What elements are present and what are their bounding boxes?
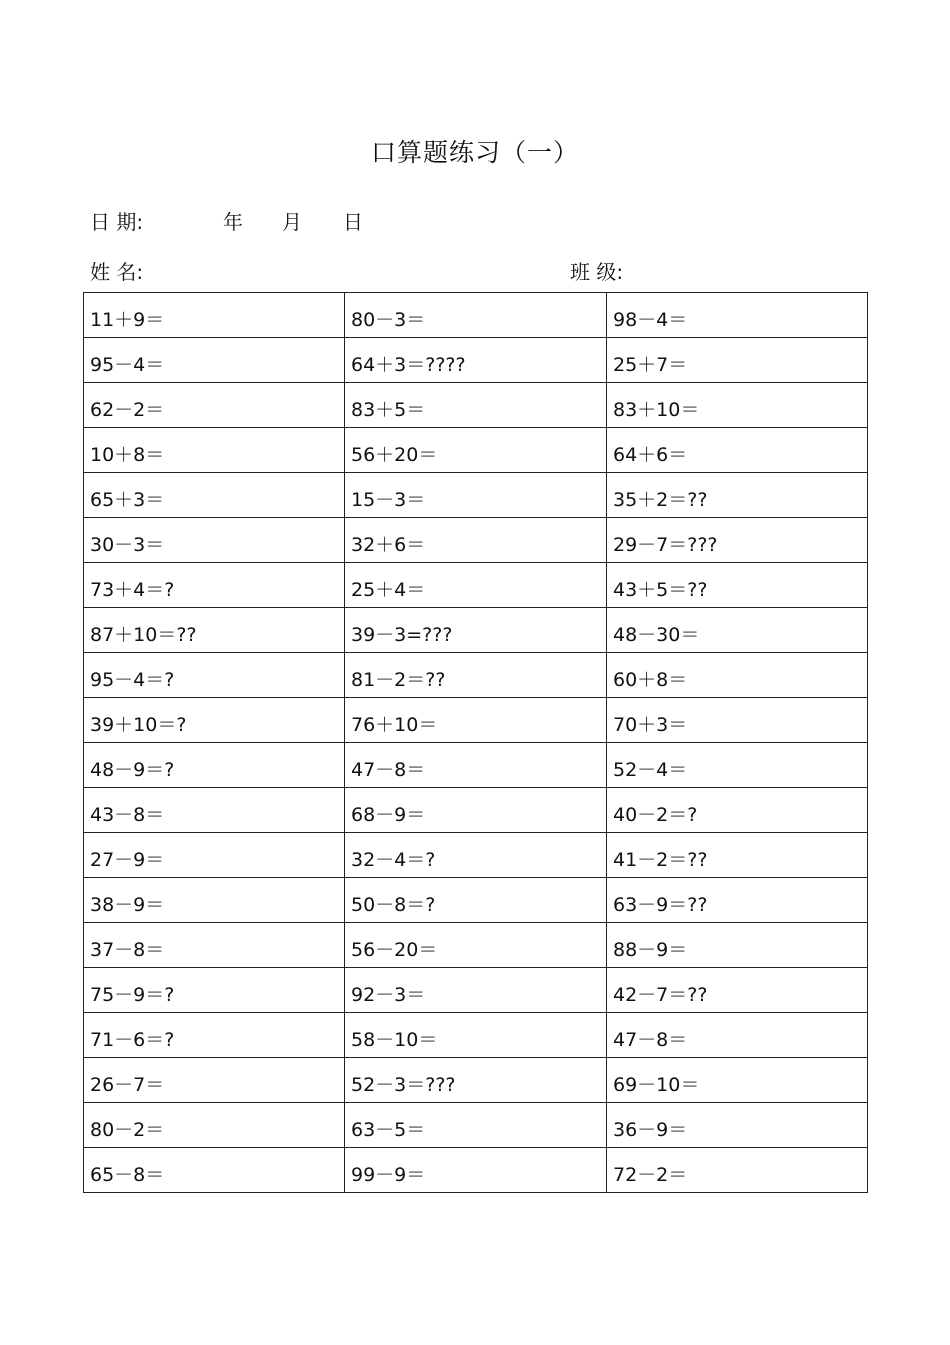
problem-cell xyxy=(84,788,345,833)
table-row xyxy=(84,1013,868,1058)
problem-text: 83＋10＝ xyxy=(613,398,700,421)
table-row xyxy=(84,878,868,923)
problem-text: 39＋10＝? xyxy=(90,713,187,736)
problem-text: 70＋3＝ xyxy=(613,713,688,736)
problem-cell xyxy=(607,878,868,923)
problem-cell xyxy=(84,563,345,608)
problem-text: 80－2＝ xyxy=(90,1118,165,1141)
problem-cell xyxy=(607,563,868,608)
problem-text: 32－4＝? xyxy=(351,848,436,871)
table-row xyxy=(84,833,868,878)
problem-text: 29－7＝??? xyxy=(613,533,718,556)
problem-text: 48－9＝? xyxy=(90,758,175,781)
problem-cell xyxy=(607,383,868,428)
table-row xyxy=(84,1148,868,1193)
problem-cell xyxy=(345,968,607,1013)
problem-cell xyxy=(84,743,345,788)
problem-cell xyxy=(84,383,345,428)
problem-text: 58－10＝ xyxy=(351,1028,438,1051)
date-label: 日 期: xyxy=(90,210,144,234)
problem-cell xyxy=(84,653,345,698)
problem-text: 60＋8＝ xyxy=(613,668,688,691)
problem-text: 11＋9＝ xyxy=(90,308,165,331)
problem-cell xyxy=(84,338,345,383)
problem-cell xyxy=(607,428,868,473)
date-year-label: 年 xyxy=(223,210,243,234)
problem-text: 39－3=??? xyxy=(351,623,453,646)
problem-cell xyxy=(607,293,868,338)
problem-text: 76＋10＝ xyxy=(351,713,438,736)
problem-text: 72－2＝ xyxy=(613,1163,688,1186)
problem-text: 88－9＝ xyxy=(613,938,688,961)
problem-text: 62－2＝ xyxy=(90,398,165,421)
problem-text: 52－4＝ xyxy=(613,758,688,781)
problem-text: 48－30＝ xyxy=(613,623,700,646)
problem-cell xyxy=(84,518,345,563)
problem-cell xyxy=(607,698,868,743)
table-row xyxy=(84,383,868,428)
problem-cell xyxy=(84,698,345,743)
problem-text: 63－9＝?? xyxy=(613,893,708,916)
problem-cell xyxy=(345,383,607,428)
problem-text: 47－8＝ xyxy=(613,1028,688,1051)
problem-cell xyxy=(607,338,868,383)
problem-text: 95－4＝? xyxy=(90,668,175,691)
problem-text: 98－4＝ xyxy=(613,308,688,331)
problem-text: 50－8＝? xyxy=(351,893,436,916)
problem-cell xyxy=(84,608,345,653)
problem-cell xyxy=(345,923,607,968)
problem-text: 68－9＝ xyxy=(351,803,426,826)
problem-cell xyxy=(607,473,868,518)
table-row xyxy=(84,1103,868,1148)
page-title: 口算题练习（一） xyxy=(370,138,579,167)
problem-cell xyxy=(345,743,607,788)
problem-text: 73＋4＝? xyxy=(90,578,175,601)
problem-cell xyxy=(345,698,607,743)
problem-text: 38－9＝ xyxy=(90,893,165,916)
problem-cell xyxy=(607,1103,868,1148)
problem-cell xyxy=(345,653,607,698)
problem-cell xyxy=(84,1058,345,1103)
arithmetic-problem-table xyxy=(83,292,868,1193)
problem-cell xyxy=(607,923,868,968)
problem-cell xyxy=(345,518,607,563)
problem-cell xyxy=(607,653,868,698)
problem-cell xyxy=(607,608,868,653)
problem-text: 64＋6＝ xyxy=(613,443,688,466)
table-row xyxy=(84,788,868,833)
problem-text: 69－10＝ xyxy=(613,1073,700,1096)
table-row xyxy=(84,518,868,563)
problem-text: 52－3＝??? xyxy=(351,1073,456,1096)
class-label: 班 级: xyxy=(570,260,624,284)
table-row xyxy=(84,563,868,608)
problem-text: 71－6＝? xyxy=(90,1028,175,1051)
problem-cell xyxy=(607,968,868,1013)
problem-text: 64＋3＝???? xyxy=(351,353,466,376)
problem-cell xyxy=(345,608,607,653)
problem-text: 56－20＝ xyxy=(351,938,438,961)
problem-cell xyxy=(84,293,345,338)
problem-cell xyxy=(345,563,607,608)
problem-cell xyxy=(84,878,345,923)
problem-text: 25＋7＝ xyxy=(613,353,688,376)
problem-cell xyxy=(345,1058,607,1103)
table-row xyxy=(84,698,868,743)
problem-cell xyxy=(84,1103,345,1148)
problem-text: 99－9＝ xyxy=(351,1163,426,1186)
problem-text: 27－9＝ xyxy=(90,848,165,871)
name-label: 姓 名: xyxy=(90,260,144,284)
problem-cell xyxy=(84,428,345,473)
problem-cell xyxy=(607,743,868,788)
table-row xyxy=(84,428,868,473)
problem-text: 95－4＝ xyxy=(90,353,165,376)
table-row xyxy=(84,608,868,653)
problem-cell xyxy=(345,1013,607,1058)
problem-text: 47－8＝ xyxy=(351,758,426,781)
problem-text: 32＋6＝ xyxy=(351,533,426,556)
problem-text: 80－3＝ xyxy=(351,308,426,331)
problem-cell xyxy=(607,1148,868,1193)
problem-cell xyxy=(607,1058,868,1103)
problem-text: 63－5＝ xyxy=(351,1118,426,1141)
problem-text: 65＋3＝ xyxy=(90,488,165,511)
table-row xyxy=(84,923,868,968)
problem-text: 37－8＝ xyxy=(90,938,165,961)
problem-text: 10＋8＝ xyxy=(90,443,165,466)
problem-cell xyxy=(84,968,345,1013)
problem-cell xyxy=(345,1148,607,1193)
problem-cell xyxy=(84,1013,345,1058)
problem-text: 26－7＝ xyxy=(90,1073,165,1096)
table-row xyxy=(84,473,868,518)
problem-text: 56＋20＝ xyxy=(351,443,438,466)
table-row xyxy=(84,293,868,338)
problem-cell xyxy=(84,923,345,968)
problem-cell xyxy=(607,1013,868,1058)
problem-cell xyxy=(607,518,868,563)
problem-text: 81－2＝?? xyxy=(351,668,446,691)
problem-cell xyxy=(345,1103,607,1148)
problem-text: 92－3＝ xyxy=(351,983,426,1006)
problem-text: 75－9＝? xyxy=(90,983,175,1006)
table-row xyxy=(84,1058,868,1103)
problem-cell xyxy=(607,833,868,878)
table-row xyxy=(84,743,868,788)
problem-text: 43－8＝ xyxy=(90,803,165,826)
problem-text: 40－2＝? xyxy=(613,803,698,826)
problem-cell xyxy=(345,788,607,833)
table-row xyxy=(84,968,868,1013)
problem-text: 65－8＝ xyxy=(90,1163,165,1186)
problem-text: 83＋5＝ xyxy=(351,398,426,421)
problem-cell xyxy=(607,788,868,833)
problem-text: 36－9＝ xyxy=(613,1118,688,1141)
problem-text: 25＋4＝ xyxy=(351,578,426,601)
problem-text: 42－7＝?? xyxy=(613,983,708,1006)
problem-cell xyxy=(345,338,607,383)
table-row xyxy=(84,338,868,383)
problem-text: 35＋2＝?? xyxy=(613,488,708,511)
problem-cell xyxy=(345,293,607,338)
problem-cell xyxy=(345,878,607,923)
problem-text: 87＋10＝?? xyxy=(90,623,197,646)
problem-cell xyxy=(84,833,345,878)
date-day-label: 日 xyxy=(343,210,363,234)
problem-text: 30－3＝ xyxy=(90,533,165,556)
problem-text: 41－2＝?? xyxy=(613,848,708,871)
problem-cell xyxy=(345,428,607,473)
problem-cell xyxy=(84,473,345,518)
problem-text: 43＋5＝?? xyxy=(613,578,708,601)
problem-cell xyxy=(345,833,607,878)
problem-text: 15－3＝ xyxy=(351,488,426,511)
problem-cell xyxy=(345,473,607,518)
problem-cell xyxy=(84,1148,345,1193)
date-month-label: 月 xyxy=(282,210,302,234)
table-row xyxy=(84,653,868,698)
